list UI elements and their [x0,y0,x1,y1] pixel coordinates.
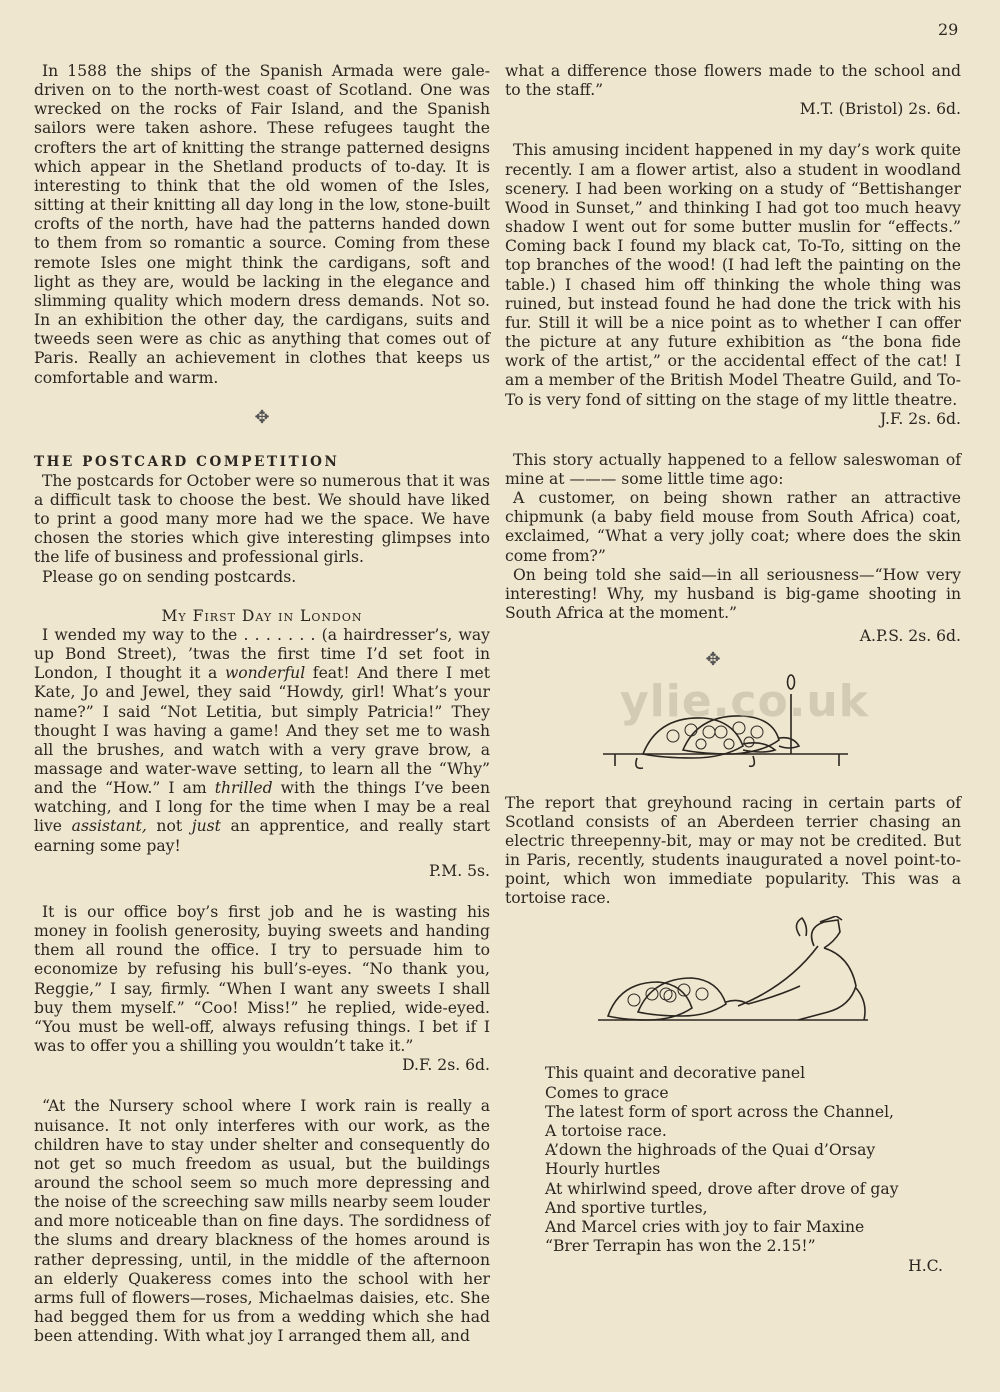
tortoise-race-paragraph: The report that greyhound racing in certain parts of Scotland consists of an Aberdeen terrier chasing an electric threepenny-bit, may or may not be credited. But in Paris, recently, students inaugurated a novel point-to-point, which won immediate popularity. This was a tortoise race. [505,793,961,908]
poem-line: A’down the highroads of the Quai d’Orsay [545,1141,876,1160]
armada-paragraph: In 1588 the ships of the Spanish Armada were gale-driven on to the north-west coast of Scotland. One was wrecked on the rocks of Fair Island, and the Spanish sailors were taken ashore. These refugees taught the crofters the art of knitting the strange patterned designs which appear in the Shetland products of to-day. It is interesting to think that the old women of the Isles, sitting at their knitting all day long in the low, stone-built crofts of the north, have had the patterns handed down to them from so romantic a source. Coming from these remote Isles one might think the cardigans, soft and light as they are, would be lacking in the elegance and slimming quality which modern dress demands. Not so. In an exhibition the other day, the cardigans, suits and tweeds seen were as chic as anything that comes out of Paris. Really an achievement in clothes that keeps us comfortable and warm. [34,62,490,387]
poem-line: This quaint and decorative panel [545,1064,806,1083]
competition-heading: THE POSTCARD COMPETITION [34,453,340,470]
poem-line: At whirlwind speed, drove after drove of gay [545,1179,899,1198]
poem-line: The latest form of sport across the Channel, [545,1102,895,1121]
poem-signature: H.C. [908,1256,943,1275]
ornament-divider-icon: ✥ [254,406,270,428]
story1-signature: P.M. 5s. [428,861,490,880]
poem-line: “Brer Terrapin has won the 2.15!” [545,1237,816,1256]
tortoise-race-illustration-2 [588,916,878,1040]
story4-text: This amusing incident happened in my day’s work quite recently. I am a flower artist, also a student in woodland scenery. I had been working on a study of “Bettishanger Wood in Sunset,” and thinking I had got too much heavy shadow I went out for some butter muslin for “effects.” Coming back I found my black cat, To-To, sitting on the top branches of the wood! (I had left the painting on the table.) I chased him off thinking the whole thing was ruined, but instead found he had done the trick with his fur. Still it will be a nice point as to whether I can offer the picture at any future exhibition as “the bona fide work of the artist,” or the accidental effect of the cat! I am a member of the British Model Theatre Guild, and To-To is very fond of sitting on the stage of my little theatre. [505,141,961,409]
poem-line: Comes to grace [545,1083,669,1102]
story4-signature: J.F. 2s. 6d. [880,409,961,428]
story1-title: My First Day in London [161,606,363,625]
competition-request: Please go on sending postcards. [42,567,297,586]
poem-line: A tortoise race. [545,1122,667,1141]
right-column [505,62,961,1276]
story3-signature: M.T. (Bristol) 2s. 6d. [799,100,961,119]
story5-customer: A customer, on being shown rather an attractive chipmunk (a baby field mouse from South Africa) coat, exclaimed, “What a very jolly coat; where does the skin come from?” [505,489,961,565]
poem-line: Hourly hurtles [545,1160,661,1179]
story2-signature: D.F. 2s. 6d. [402,1056,490,1075]
story5-signature: A.P.S. 2s. 6d. [859,627,961,646]
story5-intro: This story actually happened to a fellow saleswoman of mine at ——— some little time ago: [505,450,961,488]
story5-reply: On being told she said—in all seriousness—“How very interesting! Why, my husband is big-game shooting in South Africa at the moment.” [505,565,961,623]
page-number: 29 [938,20,959,39]
story2-text: It is our office boy’s first job and he is wasting his money in foolish generosity, buying sweets and handing them all round the office. I try to persuade him to economize by refusing his bull’s-eyes. “No thank you, Reggie,” I say, firmly. “When I want any sweets I shall buy them myself.” “Coo! Miss!” he replied, wide-eyed. “You must be well-off, always refusing things. I bet if I was to offer you a shilling you wouldn’t take it.” [34,902,490,1056]
story3-continued: what a difference those flowers made to the school and to the staff.” [505,62,961,100]
poem [545,1064,961,1256]
poem-line: And Marcel cries with joy to fair Maxine [545,1218,865,1237]
story1-text: I wended my way to the . . . . . . . (a hairdresser’s, way up Bond Street), ’twas the first time I’d set foot in London, I thought it a wonderful feat! And there I met Kate, Jo and Jewel, they said “Howdy, girl! What’s your name?” I said “Not Letitia, but simply Patricia!” They thought I was having a game! And they set me to wash all the brushes, and watch with a very grave brow, a massage and water-wave setting, to learn all the “Why” and the “How.” I am thrilled with the things I’ve been watching, and I long for the time when I may be a real live assistant, not just an apprentice, and really start earning some pay! [34,625,490,855]
poem-line: And sportive turtles, [545,1198,708,1217]
competition-intro: The postcards for October were so numerous that it was a difficult task to choose the best. We should have liked to print a good many more had we the space. We have chosen the stories which give interesting glimpses into the life of business and professional girls. [34,471,490,567]
watermark: ylie.co.uk [620,676,870,727]
ornament-divider-icon: ✥ [705,649,721,671]
story3-text: “At the Nursery school where I work rain is really a nuisance. It not only interferes with our work, as the children have to stay under shelter and consequently do not get so much freedom as usual, but the buildings around the school seem so much more depressing and the noise of the screeching saw mills nearby seem louder and more noticeable than on fine days. The sordidness of the slums and dreary blackness of the homes around is rather depressing, until, in the middle of the afternoon an elderly Quakeress comes into the school with her arms full of flowers—roses, Michaelmas daisies, etc. She had begged them for us from a wedding which she had been attending. With what joy I arranged them all, and [34,1097,490,1346]
left-column [34,62,490,1346]
